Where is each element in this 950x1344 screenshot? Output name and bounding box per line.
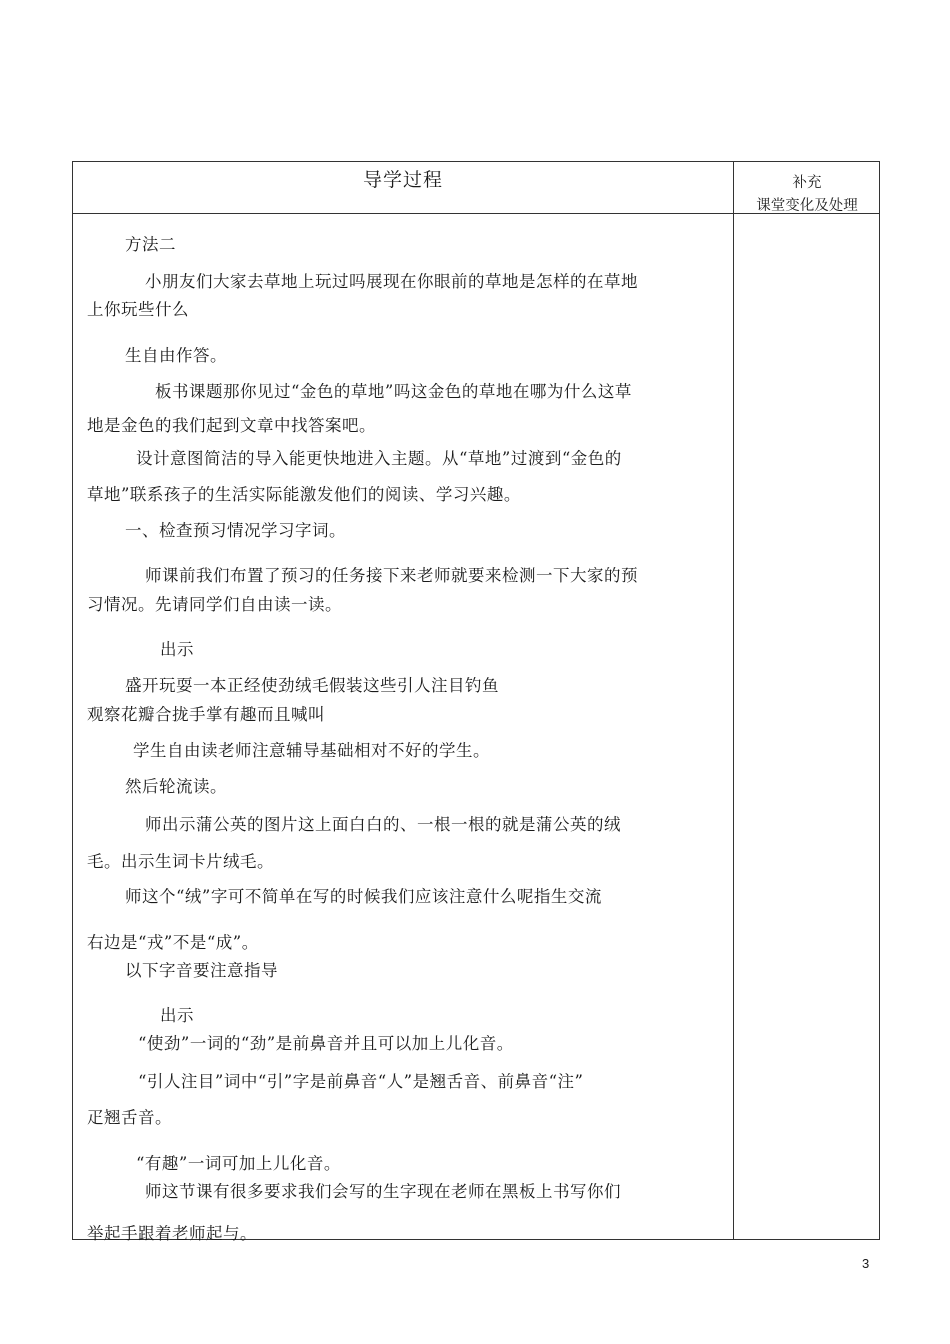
- text-line: 然后轮流读。: [125, 777, 227, 796]
- text-line: 地是金色的我们起到文章中找答案吧。: [87, 416, 376, 435]
- column-divider: [733, 162, 734, 1239]
- text-line: 疋翘舌音。: [87, 1108, 172, 1127]
- main-column-title: 导学过程: [362, 169, 443, 191]
- side-column-title: [734, 172, 880, 218]
- text-line: 上你玩些什么: [87, 300, 189, 319]
- text-line: 师课前我们布置了预习的任务接下来老师就要来检测一下大家的预: [145, 566, 638, 585]
- text-line: 师这个“绒”字可不简单在写的时候我们应该注意什么呢指生交流: [125, 887, 602, 906]
- text-line: 学生自由读老师注意辅导基础相对不好的学生。: [133, 741, 490, 760]
- text-line: 师出示蒲公英的图片这上面白白的、一根一根的就是蒲公英的绒: [145, 815, 621, 834]
- text-line: “引人注目”词中“引”字是前鼻音“人”是翘舌音、前鼻音“注”: [138, 1072, 584, 1091]
- text-line: 以下字音要注意指导: [125, 961, 278, 980]
- text-line: “有趣”一词可加上儿化音。: [136, 1154, 341, 1173]
- text-line: 板书课题那你见过“金色的草地”吗这金色的草地在哪为什么这草: [155, 382, 632, 401]
- text-line: 小朋友们大家去草地上玩过吗展现在你眼前的草地是怎样的在草地: [145, 272, 638, 291]
- text-line: 草地”联系孩子的生活实际能激发他们的阅读、学习兴趣。: [87, 485, 521, 504]
- text-line: 出示: [160, 1006, 194, 1025]
- text-line: 出示: [160, 640, 194, 659]
- page-number: 3: [862, 1256, 870, 1271]
- text-line: 右边是“戎”不是“成”。: [87, 933, 259, 952]
- side-title-line2: 课堂变化及处理: [756, 198, 858, 214]
- text-line: 观察花瓣合拢手掌有趣而且喊叫: [87, 705, 325, 724]
- text-line: 方法二: [125, 235, 176, 254]
- text-line: “使劲”一词的“劲”是前鼻音并且可以加上儿化音。: [138, 1034, 514, 1053]
- text-line: 盛开玩耍一本正经使劲绒毛假装这些引人注目钓鱼: [125, 676, 499, 695]
- text-line: 毛。出示生词卡片绒毛。: [87, 852, 274, 871]
- text-line: 举起手跟着老师起与。: [87, 1224, 257, 1243]
- text-line: 师这节课有很多要求我们会写的生字现在老师在黑板上书写你们: [145, 1182, 621, 1201]
- text-line: 设计意图简洁的导入能更快地进入主题。从“草地”过渡到“金色的: [136, 449, 622, 468]
- side-title-line1: 补充: [792, 175, 822, 191]
- text-line: 习情况。先请同学们自由读一读。: [87, 595, 342, 614]
- text-line: 生自由作答。: [125, 346, 227, 365]
- text-line: 一、检查预习情况学习字词。: [125, 521, 346, 540]
